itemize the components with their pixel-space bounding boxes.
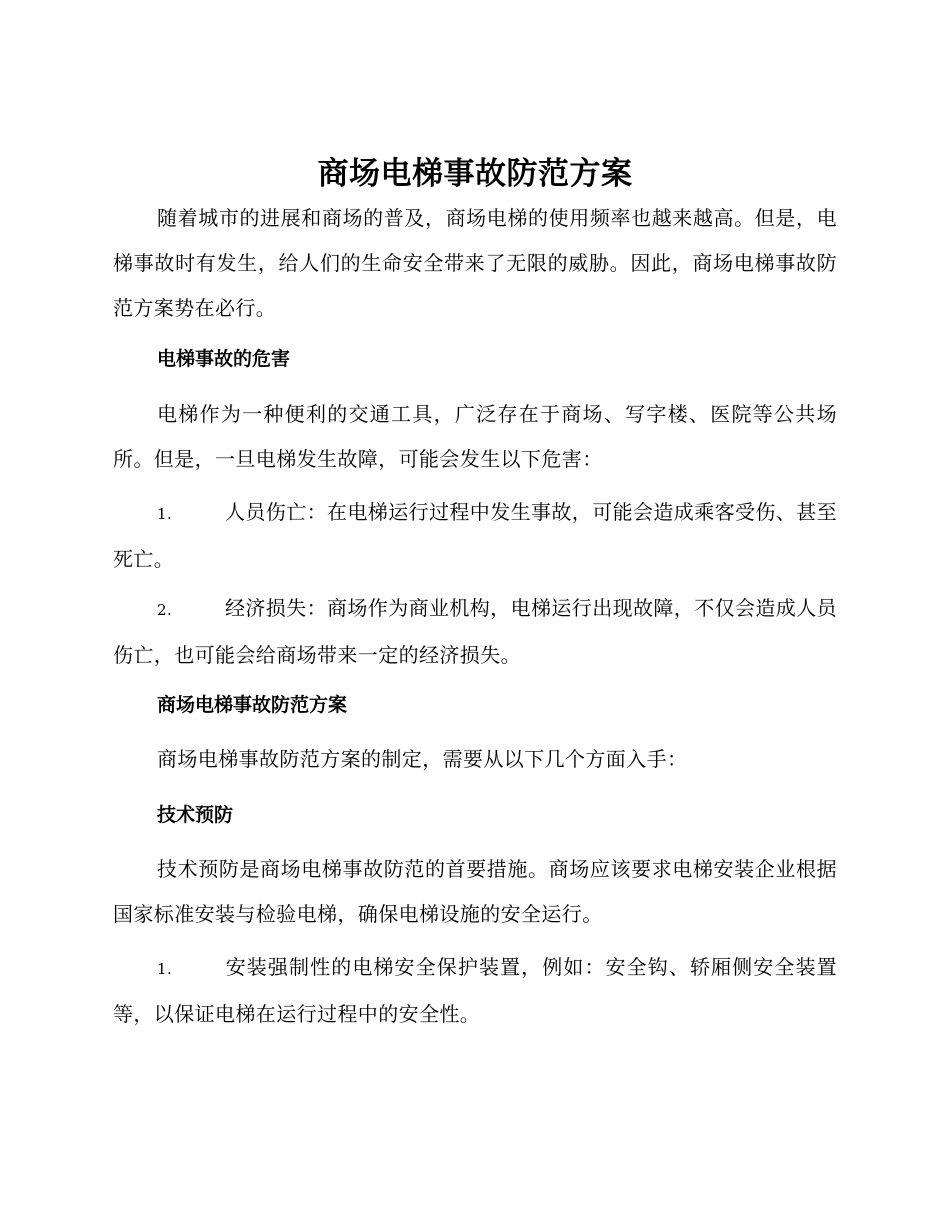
list-number: 2. (157, 601, 173, 619)
list-item-text: 安装强制性的电梯安全保护装置，例如：安全钩、轿厢侧安全装置等，以保证电梯在运行过程中的安全性。 (113, 955, 837, 1026)
intro-paragraph: 随着城市的进展和商场的普及，商场电梯的使用频率也越来越高。但是，电梯事故时有发生，给人们的生命安全带来了无限的威胁。因此，商场电梯事故防范方案势在必行。 (113, 206, 837, 320)
list-item (113, 490, 837, 582)
list-number: 1. (157, 960, 173, 978)
list-item (113, 945, 837, 1037)
hazards-paragraph: 电梯作为一种便利的交通工具，广泛存在于商场、写字楼、医院等公共场所。但是，一旦电梯发生故障，可能会发生以下危害： (113, 402, 837, 471)
list-number: 1. (157, 505, 173, 523)
list-item (113, 586, 837, 678)
list-item-text: 人员伤亡：在电梯运行过程中发生事故，可能会造成乘客受伤、甚至死亡。 (113, 500, 837, 571)
plan-paragraph: 商场电梯事故防范方案的制定，需要从以下几个方面入手： (157, 747, 688, 771)
section-heading-technical: 技术预防 (157, 804, 234, 826)
section-heading-plan: 商场电梯事故防范方案 (157, 694, 348, 716)
document-title: 商场电梯事故防范方案 (317, 156, 633, 192)
technical-paragraph: 技术预防是商场电梯事故防范的首要措施。商场应该要求电梯安装企业根据国家标准安装与检验电梯，确保电梯设施的安全运行。 (113, 857, 837, 926)
section-heading-hazards: 电梯事故的危害 (157, 348, 291, 370)
list-item-text: 经济损失：商场作为商业机构，电梯运行出现故障，不仅会造成人员伤亡，也可能会给商场带来一定的经济损失。 (113, 596, 837, 667)
